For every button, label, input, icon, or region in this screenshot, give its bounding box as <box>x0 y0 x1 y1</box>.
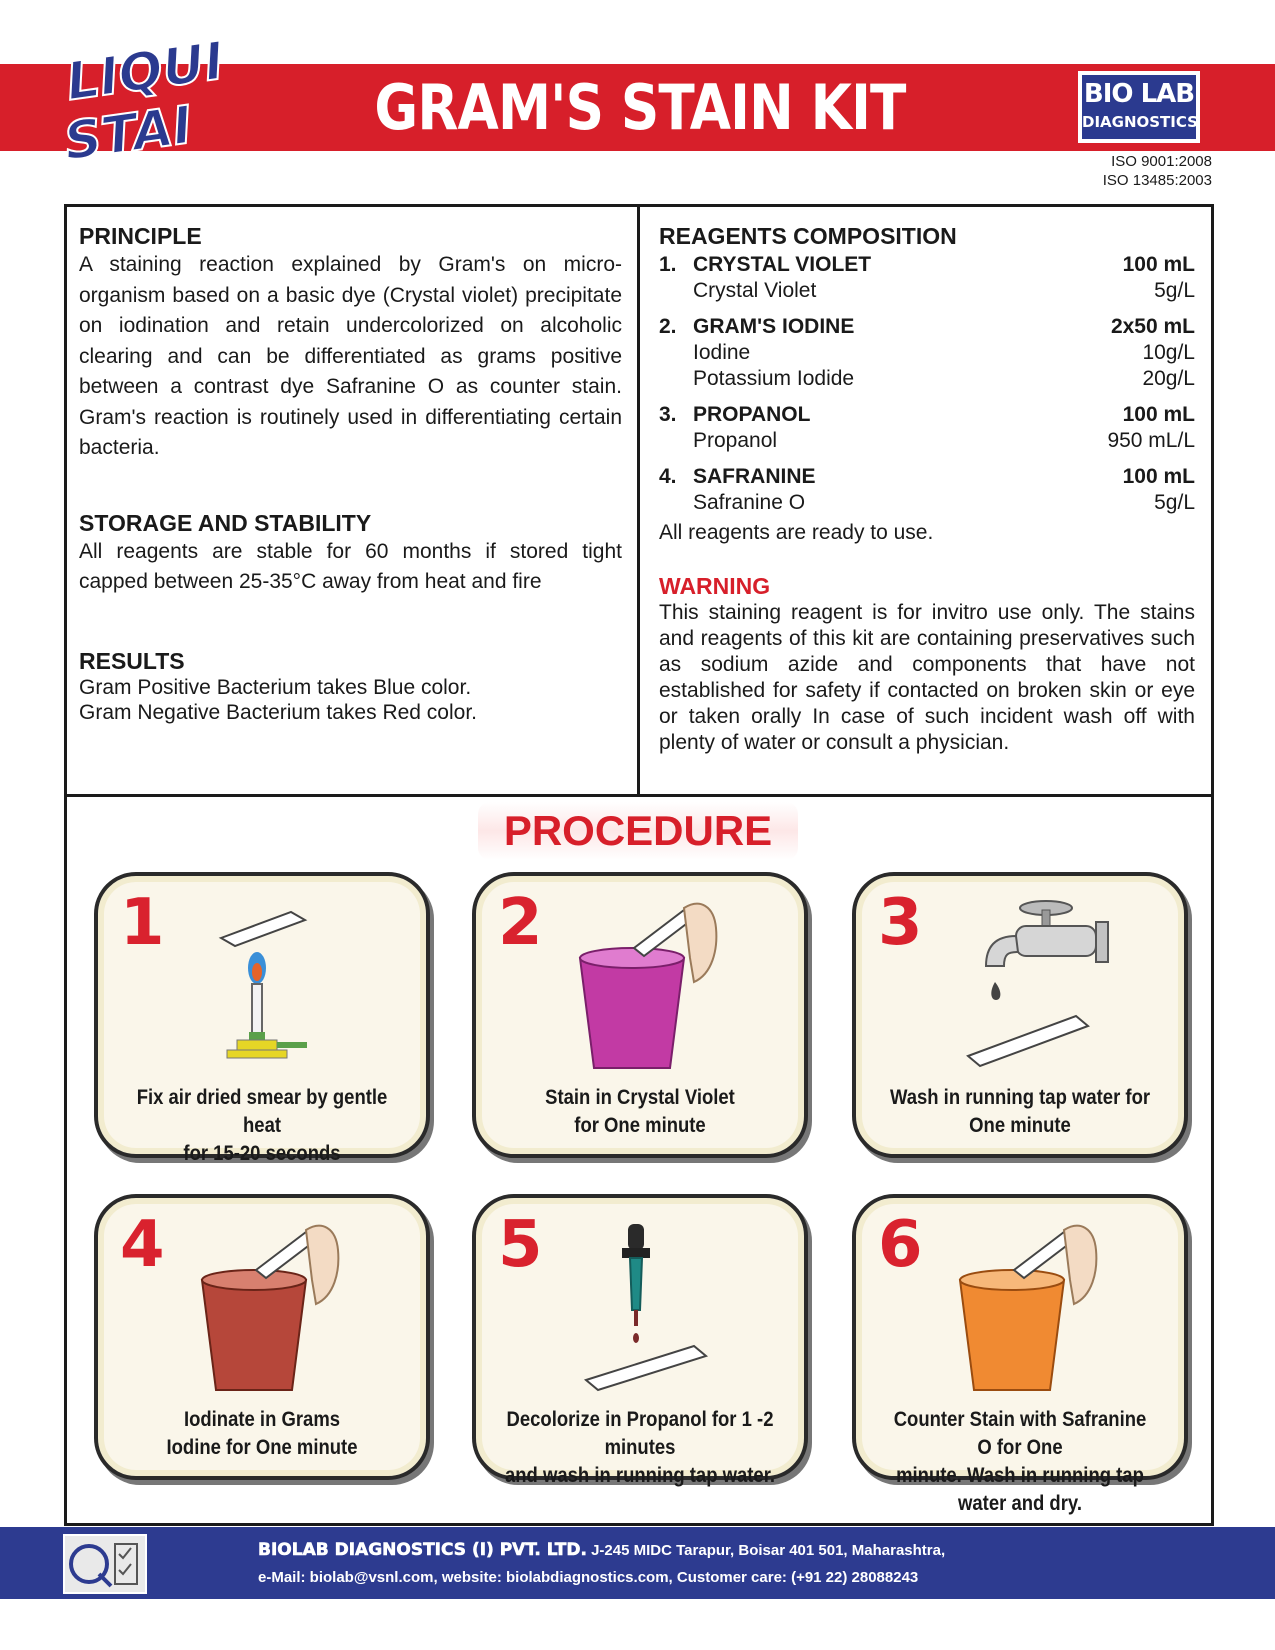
step-number: 1 <box>120 886 165 960</box>
procedure-step-2 <box>472 872 808 1158</box>
iso-certifications <box>1062 152 1212 190</box>
procedure-step-4 <box>94 1194 430 1480</box>
bunsen-burner-icon <box>213 906 333 1076</box>
step-number: 3 <box>878 886 923 960</box>
reagent-volume: 100 mL <box>1122 253 1195 276</box>
component-name: Potassium Iodide <box>693 367 855 390</box>
step-caption-line-1: Counter Stain with Safranine O for One <box>893 1408 1147 1459</box>
water-tap-icon <box>956 896 1146 1076</box>
right-column <box>659 222 1195 756</box>
reagent-item <box>659 314 1195 392</box>
step-caption-line-1: Fix air dried smear by gentle heat <box>136 1086 388 1137</box>
step-caption <box>126 1084 397 1168</box>
step-caption-line-2: and wash in running tap water. <box>504 1464 776 1487</box>
results-line-1: Gram Positive Bacterium takes Blue color. <box>79 675 472 699</box>
storage-title: STORAGE AND STABILITY <box>79 509 372 536</box>
reagents-note: All reagents are ready to use. <box>659 521 934 544</box>
quality-assurance-icon <box>63 1534 147 1594</box>
storage-text: All reagents are stable for 60 months if stored tight capped between 25-35°C away from heat and fire <box>79 539 622 593</box>
principle-text: A staining reaction explained by Gram's on micro-organism based on a basic dye (Crystal violet) precipitate on iodination and retain undercolorized on alcoholic clearing and can be differentiated as grams positive between a contrast dye Safranine O as counter stain. Gram's reaction is routinely used in differentiating certain bacteria. <box>79 253 622 459</box>
step-caption-line-1: Iodinate in Grams <box>183 1408 341 1431</box>
component-name: Crystal Violet <box>693 279 817 302</box>
procedure-step-3 <box>852 872 1188 1158</box>
component-value: 5g/L <box>1154 491 1195 514</box>
reagent-volume: 2x50 mL <box>1110 315 1195 338</box>
procedure-step-6 <box>852 1194 1188 1515</box>
orange-beaker-icon <box>952 1220 1112 1400</box>
step-caption-line-2: Iodine for One minute <box>166 1436 358 1459</box>
page-title: GRAM'S STAIN KIT <box>374 71 906 144</box>
component-value: 10g/L <box>1142 341 1195 364</box>
reagent-item <box>659 252 1195 304</box>
column-divider <box>637 204 640 796</box>
step-caption <box>884 1406 1155 1518</box>
step-caption <box>884 1084 1155 1140</box>
brown-beaker-icon <box>194 1220 354 1400</box>
iso-13485: ISO 13485:2003 <box>1102 172 1212 189</box>
step-number: 5 <box>498 1208 543 1282</box>
component-value: 20g/L <box>1142 367 1195 390</box>
reagent-name: CRYSTAL VIOLET <box>693 253 872 276</box>
footer <box>0 1527 1275 1599</box>
step-number: 6 <box>878 1208 923 1282</box>
step-caption <box>504 1406 775 1490</box>
reagents-title: REAGENTS COMPOSITION <box>659 223 957 249</box>
violet-beaker-icon <box>572 898 732 1078</box>
biolab-logo-line2: DIAGNOSTICS <box>1082 113 1198 131</box>
warning-text: This staining reagent is for invitro use only. The stains and reagents of this kit are containing preservatives such as sodium azide and components that have not established for safety if contacted on broken skin or eye or taken orally In case of such incident wash off with plenty of water or consult a physician. <box>659 601 1195 754</box>
biolab-logo <box>1078 71 1200 143</box>
step-caption <box>504 1084 775 1140</box>
reagent-volume: 100 mL <box>1122 465 1195 488</box>
reagent-name: SAFRANINE <box>693 465 816 488</box>
company-name: BIOLAB DIAGNOSTICS (I) PVT. LTD. <box>258 1540 587 1560</box>
results-line-2: Gram Negative Bacterium takes Red color. <box>79 700 477 724</box>
left-column <box>79 222 622 725</box>
procedure-step-5 <box>472 1194 808 1487</box>
logo-word-2: STAI <box>60 95 197 173</box>
component-name: Iodine <box>693 341 751 364</box>
step-caption-line-1: Stain in Crystal Violet <box>545 1086 735 1109</box>
step-caption-line-2: minute. Wash in running tap water and dry. <box>896 1464 1144 1515</box>
footer-contact: e-Mail: biolab@vsnl.com, website: biolabdiagnostics.com, Customer care: (+91 22) 28088243 <box>258 1569 919 1586</box>
step-caption-line-2: for One minute <box>574 1114 706 1137</box>
dropper-icon <box>576 1222 736 1402</box>
reagent-item <box>659 464 1195 516</box>
reagent-number: 4. <box>659 465 677 488</box>
step-number: 4 <box>120 1208 165 1282</box>
reagent-number: 2. <box>659 315 677 338</box>
section-divider <box>64 794 1214 797</box>
procedure-title: PROCEDURE <box>478 802 798 860</box>
step-caption-line-2: for 15-20 seconds <box>183 1142 341 1165</box>
warning-title: WARNING <box>659 573 771 599</box>
component-value: 5g/L <box>1154 279 1195 302</box>
principle-title: PRINCIPLE <box>79 223 202 249</box>
step-number: 2 <box>498 886 543 960</box>
reagent-name: PROPANOL <box>693 403 811 426</box>
logo-word-1: LIQUI <box>62 31 228 113</box>
reagent-number: 1. <box>659 253 677 276</box>
liquistai-logo <box>58 31 228 176</box>
reagent-item <box>659 402 1195 454</box>
component-name: Safranine O <box>693 491 806 514</box>
reagent-name: GRAM'S IODINE <box>693 315 855 338</box>
company-address: J-245 MIDC Tarapur, Boisar 401 501, Maharashtra, <box>591 1542 946 1559</box>
reagent-volume: 100 mL <box>1122 403 1195 426</box>
component-value: 950 mL/L <box>1107 429 1195 452</box>
procedure-step-1 <box>94 872 430 1165</box>
component-name: Propanol <box>693 429 778 452</box>
biolab-logo-line1: BIO LAB <box>1083 79 1195 109</box>
footer-company-line <box>258 1540 945 1560</box>
iso-9001: ISO 9001:2008 <box>1111 153 1212 170</box>
reagent-number: 3. <box>659 403 677 426</box>
step-caption <box>126 1406 397 1462</box>
step-caption-line-1: Wash in running tap water for <box>889 1086 1151 1109</box>
step-caption-line-1: Decolorize in Propanol for 1 -2 minutes <box>506 1408 774 1459</box>
results-title: RESULTS <box>79 647 185 674</box>
step-caption-line-2: One minute <box>969 1114 1071 1137</box>
